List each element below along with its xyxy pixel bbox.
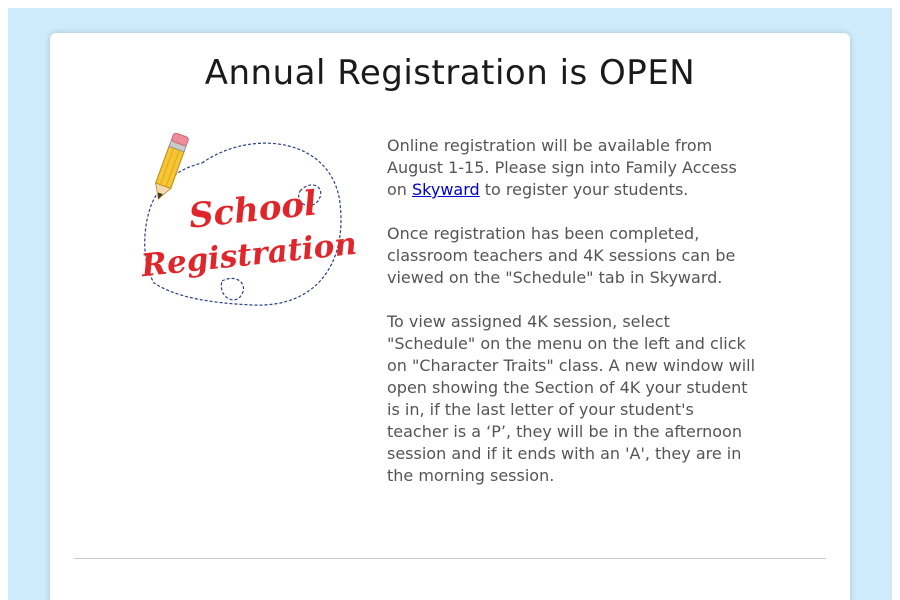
dashed-loop-bottom: [221, 278, 243, 299]
paragraph-4k-session-info: To view assigned 4K session, select "Schedule" on the menu on the left and click on "Character Traits" class. A new window will open showing the Section of 4K your student is in, if the last letter of your student's teacher is a ‘P’, they will be in the afternoon session and if it ends with an 'A', they are in the morning session.: [387, 312, 756, 485]
paragraph-text: Online registration will be available from August 1-15. Please sign into Family Access on: [387, 136, 737, 199]
paragraph-schedule-info: Once registration has been completed, classroom teachers and 4K sessions can be viewed on the "Schedule" tab in Skyward.: [387, 224, 736, 287]
pencil-icon: [151, 133, 189, 202]
page-title: Annual Registration is OPEN: [204, 53, 696, 93]
page-background: [8, 8, 892, 600]
logo-graphic: [142, 133, 362, 311]
skyward-link[interactable]: Skyward: [412, 180, 480, 199]
logo-text-school: School: [186, 183, 319, 237]
paragraph-registration-dates: [387, 135, 757, 201]
paragraph-text: to register your students.: [479, 180, 689, 199]
registration-info: [387, 135, 757, 509]
content-card: [50, 33, 850, 600]
divider: [74, 558, 826, 559]
school-registration-logo: [142, 133, 362, 311]
logo-text-registration: Registration: [142, 225, 359, 285]
